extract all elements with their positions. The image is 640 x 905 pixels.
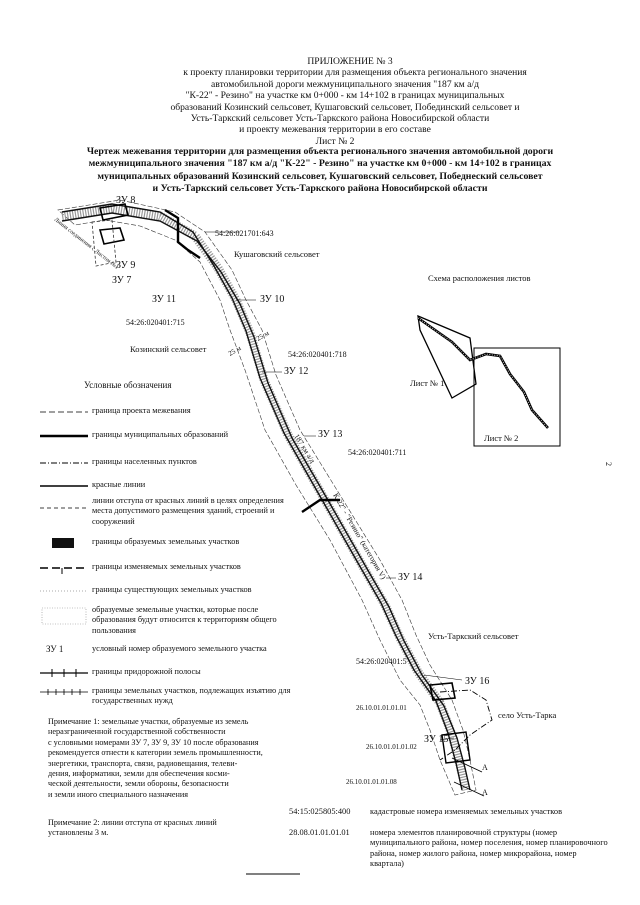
municipality-label: Усть-Таркский сельсовет	[428, 631, 519, 641]
header-line: и проекту межевания территории в его составе	[239, 124, 431, 136]
road-label: 187 км а/д	[292, 432, 318, 465]
title-line: межмуниципального значения "187 км а/д "К-22" - Резино" на участке км 0+000 - км 14+102 в границах	[88, 158, 552, 170]
legend-text: границы населенных пунктов	[92, 457, 197, 466]
legend-text: границы муниципальных образований	[92, 430, 229, 439]
element-example-code: 28.08.01.01.01.01	[289, 828, 350, 837]
note-line: энергетики, транспорта, связи, радиовещания, телеви-	[48, 758, 238, 768]
municipality-label: Козинский сельсовет	[130, 344, 207, 354]
formed-parcel-icon	[40, 537, 88, 553]
zu-label: ЗУ 12	[284, 366, 309, 377]
dashed-line-icon	[40, 406, 88, 422]
header-line: к проекту планировки территории для размещения объекта регионального значения	[183, 67, 527, 79]
element-code-label: 26.10.01.01.01.02	[366, 743, 417, 751]
existing-parcel-icon	[40, 585, 88, 601]
public-land-icon	[40, 605, 88, 627]
sheet-join-label: Линия соединения с Листом №1	[52, 216, 120, 271]
note-line: рекомендуется отнести к категории земель промышленности,	[48, 748, 263, 758]
page-number: 2	[604, 462, 613, 466]
section-mark: А	[482, 763, 488, 772]
note-line: установлены 3 м.	[48, 828, 109, 838]
cadastral-label: 54:26:020401:715	[126, 318, 185, 327]
zu-label: ЗУ 7	[112, 275, 132, 286]
element-example-text: номера элементов планировочной структуры (номер муниципального района, номер поселения, номер планировочного района, номер жилого района, номер микрорайона, номер квартала)	[370, 828, 608, 869]
zu-label: ЗУ 16	[465, 676, 490, 687]
road-label: К-22" - "Резино" (категория V)	[331, 491, 389, 581]
legend-text: границы существующих земельных участков	[92, 585, 252, 594]
title-line: Чертеж межевания территории для размещения объекта регионального значения автомобильной дороги	[86, 146, 554, 157]
zu-number-symbol: ЗУ 1	[46, 644, 64, 654]
legend-text: границы земельных участков, подлежащих изъятию для государственных нужд	[92, 686, 291, 706]
legend-text: линии отступа от красных линий в целях определения места допустимого размещения зданий, строений и сооружений	[92, 496, 284, 526]
header-line: образований Козинский сельсовет, Кушаговский сельсовет, Побединский сельсовет и	[170, 101, 520, 113]
cadastral-label: 54:26:020401:711	[348, 448, 407, 457]
note-line: и земли иного специального назначения	[48, 789, 189, 799]
cadastral-example-code: 54:15:025805:400	[289, 807, 351, 816]
zu-label: ЗУ 8	[116, 195, 136, 206]
parcel-zu9	[100, 228, 124, 244]
title-line: и Усть-Таркский сельсовет Усть-Таркского района Новосибирской области	[152, 183, 488, 195]
note-line: с условными номерами ЗУ 7, ЗУ 9, ЗУ 10 после образования	[48, 737, 259, 747]
inset-sheet2-label: Лист № 2	[484, 433, 519, 443]
cadastral-label: 54:26:021701:643	[215, 229, 274, 238]
header-line: "К-22" - Резино" на участке км 0+000 - км 14+102 в границах муниципальных	[185, 90, 505, 102]
zu-label: ЗУ 14	[398, 572, 423, 583]
width-label: 25 м	[227, 344, 243, 358]
seizure-parcel-icon	[40, 686, 88, 702]
inset-sheet2-frame	[474, 348, 560, 446]
cadastral-label: 54:26:020401:5	[356, 657, 407, 666]
legend-text: красные линии	[92, 480, 146, 489]
setback-line-icon	[40, 496, 88, 512]
dash-dot-line-icon	[40, 457, 88, 473]
zu-label: ЗУ 15	[424, 734, 449, 745]
legend-text: условный номер образуемого земельного участка	[92, 644, 267, 653]
header-line: ПРИЛОЖЕНИЕ № 3	[307, 56, 393, 67]
zu-label: ЗУ 10	[260, 294, 285, 305]
zu-label: ЗУ 11	[152, 294, 176, 305]
note-1	[48, 717, 263, 800]
element-code-label: 26.10.01.01.01.01	[356, 704, 407, 712]
settlement-label: село Усть-Тарка	[498, 710, 557, 720]
legend-text: границы изменяемых земельных участков	[92, 562, 241, 571]
header-line: автомобильной дороги межмуниципального значения "187 км а/д	[211, 78, 479, 90]
note-line: Примечание 2: линии отступа от красных линий	[48, 818, 217, 827]
legend-title: Условные обозначения	[84, 380, 172, 390]
zu-label: ЗУ 9	[116, 260, 136, 271]
note-line: ческой деятельности, земли обороны, безопасности	[48, 779, 229, 789]
legend-text: границы придорожной полосы	[92, 667, 201, 676]
legend-text: границы образуемых земельных участков	[92, 537, 240, 546]
legend-text: граница проекта межевания	[92, 406, 191, 415]
width-label: 25 м	[255, 329, 271, 343]
header-line: Усть-Таркский сельсовет Усть-Таркского района Новосибирской области	[190, 113, 490, 125]
leader-line	[424, 675, 462, 680]
note-line: дения, информатики, земли для обеспечения косми-	[48, 769, 230, 779]
thick-line-icon	[40, 430, 88, 446]
cadastral-label: 54:26:020401:718	[288, 350, 347, 359]
cadastral-example-text: кадастровые номера изменяемых земельных участков	[370, 807, 563, 816]
header-line: Лист № 2	[315, 135, 355, 147]
municipality-label: Кушаговский сельсовет	[234, 249, 320, 259]
roadside-strip-icon	[40, 667, 88, 683]
legend-text: образуемые земельные участки, которые после образования будут относится к территориям общего пользования	[92, 605, 277, 635]
zu-label: ЗУ 13	[318, 429, 343, 440]
section-mark: А	[482, 788, 488, 797]
inset-title: Схема расположения листов	[428, 273, 531, 283]
note-line: Примечание 1: земельные участки, образуемые из земель	[48, 717, 249, 726]
inset-road	[418, 318, 548, 428]
changed-parcel-icon	[40, 562, 88, 578]
solid-line-icon	[40, 480, 88, 496]
note-2	[48, 818, 217, 839]
element-code-label: 26.10.01.01.01.08	[346, 778, 397, 786]
inset-sheet1-label: Лист № 1	[410, 378, 445, 388]
note-line: неразграниченной государственной собственности	[48, 727, 226, 737]
title-line: муниципальных образований Козинский сельсовет, Кушаговский сельсовет, Победнеский сельсовет	[97, 170, 543, 182]
inset-road	[418, 318, 548, 428]
